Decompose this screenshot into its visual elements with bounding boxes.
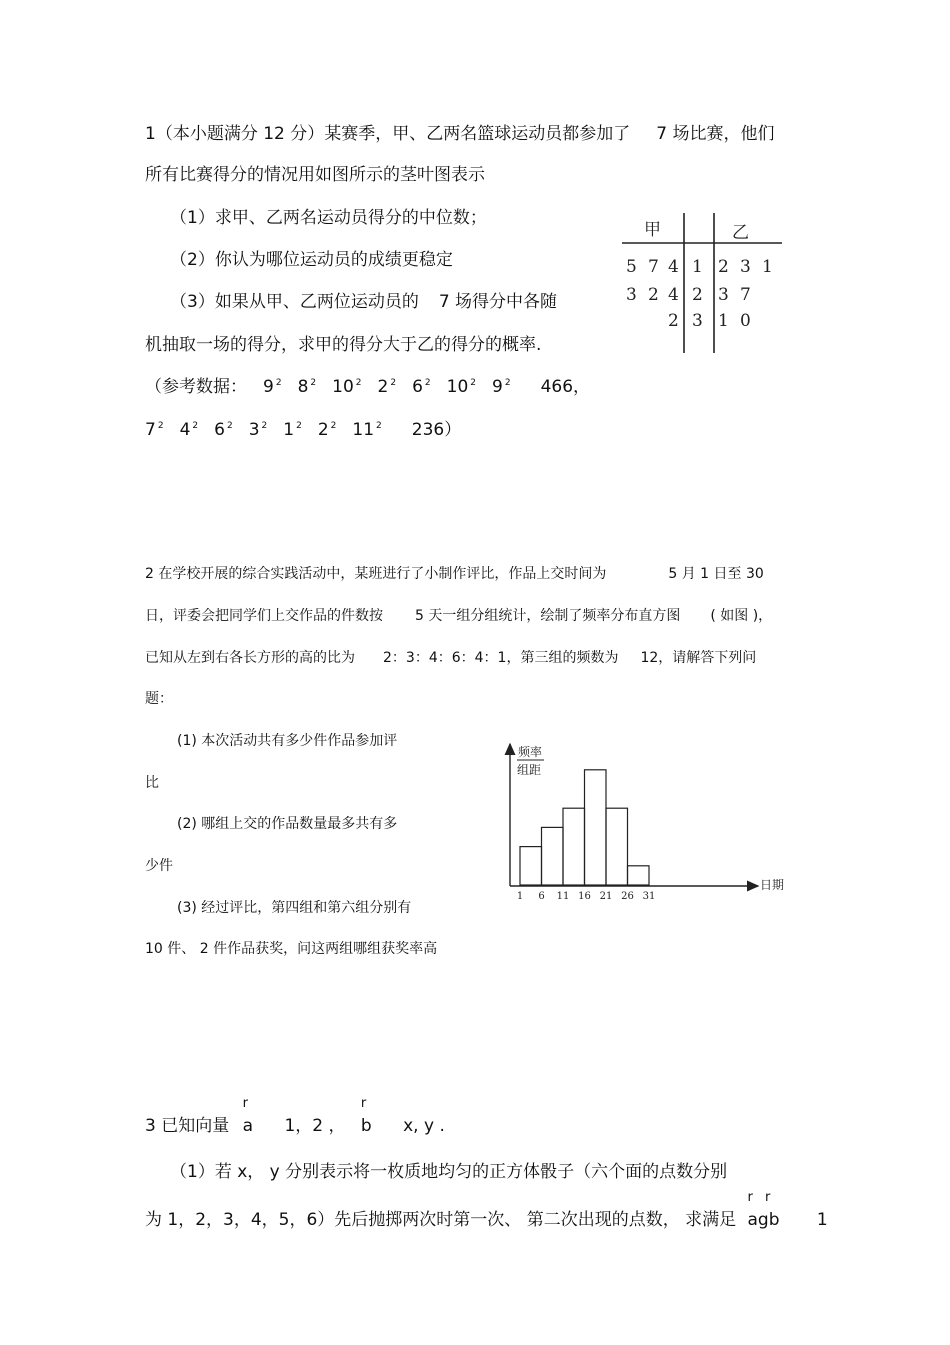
- q1-sub2: （2）你认为哪位运动员的成绩更稳定: [170, 250, 453, 270]
- x-tick-label: 26: [621, 891, 634, 902]
- power-term: [283, 420, 302, 440]
- y-label-top: 频率: [518, 745, 543, 759]
- stem-value: 1: [692, 257, 703, 277]
- jia-leaf: 5: [626, 257, 637, 277]
- q2-sub1-line2: 比: [145, 775, 159, 791]
- vector-b: r b: [360, 1096, 372, 1136]
- x-tick-label: 21: [599, 891, 613, 902]
- power-term: [378, 377, 397, 397]
- q1-sub3-line1: （3）如果从甲、乙两位运动员的 7 场得分中各随: [170, 292, 558, 312]
- histogram-ticks: [517, 891, 656, 902]
- q2-line2: 日，评委会把同学们上交作品的件数按 5 天一组分组统计，绘制了频率分布直方图 ( 如图 )，: [145, 608, 773, 624]
- q2-line3: 已知从左到右各长方形的高的比为 2：3：4：6：4：1，第三组的频数为 12，请解答下列问: [145, 650, 757, 666]
- power-exponent: 2: [424, 378, 431, 389]
- dot-product-arrows: r r: [747, 1190, 775, 1205]
- jia-leaf: 4: [668, 285, 679, 305]
- q1-sub1: （1）求甲、乙两名运动员得分的中位数；: [170, 208, 487, 228]
- power-exponent: 2: [310, 378, 317, 389]
- yi-leaf: 2: [718, 257, 729, 277]
- frequency-histogram: [460, 738, 790, 903]
- reference-values-row2: [145, 420, 398, 440]
- power-base: 4: [179, 420, 191, 440]
- jia-leaf: 2: [668, 311, 679, 331]
- q2-line4: 题：: [145, 691, 173, 707]
- dot-product-value: 1: [816, 1210, 828, 1230]
- yi-leaf: 3: [718, 285, 729, 305]
- power-exponent: 2: [226, 421, 233, 432]
- power-base: 2: [377, 377, 389, 397]
- y-label-bottom: 组距: [517, 763, 542, 777]
- power-base: 6: [412, 377, 423, 397]
- q2-sub1-line1: (1) 本次活动共有多少件作品参加评: [177, 733, 398, 749]
- power-exponent: 2: [470, 378, 476, 389]
- power-exponent: 2: [275, 378, 282, 389]
- power-exponent: 2: [390, 378, 397, 389]
- power-exponent: 2: [376, 421, 382, 432]
- power-term: [298, 377, 317, 397]
- power-base: 9: [492, 377, 503, 397]
- reference-values-row1: [263, 377, 527, 397]
- power-base: 2: [317, 420, 329, 440]
- vector-a-value: 1，2 ，: [284, 1116, 346, 1136]
- stem-value: 2: [692, 285, 703, 305]
- jia-leaf: 4: [668, 257, 679, 277]
- stem-leaf-figure: [614, 205, 796, 355]
- power-exponent: 2: [261, 421, 268, 432]
- x-tick-label: 16: [578, 891, 591, 902]
- q2-line1: 2 在学校开展的综合实践活动中，某班进行了小制作评比，作品上交时间为 5 月 1 日至 30: [145, 566, 764, 582]
- stem-leaf-header-jia: 甲: [644, 220, 661, 240]
- jia-leaf: 7: [648, 257, 659, 277]
- q2-sub3-line1: (3) 经过评比，第四组和第六组分别有: [177, 900, 412, 916]
- q2-sub2-line2: 少件: [145, 858, 173, 874]
- power-base: 1: [283, 420, 295, 440]
- power-base: 6: [214, 420, 225, 440]
- power-exponent: 2: [192, 421, 199, 432]
- jia-leaf: 3: [626, 285, 637, 305]
- yi-leaf: 1: [762, 257, 773, 277]
- power-term: [180, 420, 199, 440]
- power-term: [145, 420, 164, 440]
- histogram-bar: [563, 808, 585, 885]
- histogram-bar: [520, 847, 542, 885]
- power-base: 10: [446, 377, 469, 397]
- q1-line1: 1（本小题满分 12 分）某赛季，甲、乙两名篮球运动员都参加了 7 场比赛，他们: [145, 124, 775, 144]
- power-term: [332, 377, 361, 397]
- power-term: [412, 377, 431, 397]
- q1-reference-row2: 7 $^2$ 4 $^2$ 6 $^2$ 3 $^2$ 1 $^2$ 2 $^2$ 11 $^2$ 236）: [145, 420, 462, 440]
- histogram-bar: [542, 827, 564, 885]
- stem-value: 3: [692, 311, 703, 331]
- q3-sub1-line1: （1）若 x， y 分别表示将一枚质地均匀的正方体骰子（六个面的点数分别: [170, 1162, 728, 1182]
- q3-sub1-line2: 为 1，2，3，4，5，6）先后抛掷两次时第一次、 第二次出现的点数， 求满足 r r agb 1: [145, 1190, 828, 1230]
- q1-line2: 所有比赛得分的情况用如图所示的茎叶图表示: [145, 165, 485, 185]
- yi-leaf: 0: [740, 311, 751, 331]
- stem-leaf-header-yi: 乙: [732, 223, 749, 243]
- power-exponent: 2: [157, 421, 164, 432]
- x-tick-label: 1: [516, 891, 524, 902]
- q1-reference-row1: （参考数据： 9 $^2$ 8 $^2$ 10 $^2$ 2 $^2$ 6 $^2$ 10 $^2$ 9 $^2$ 466，: [145, 377, 591, 397]
- power-exponent: 2: [296, 421, 302, 432]
- power-term: [263, 377, 282, 397]
- power-term: [318, 420, 337, 440]
- q2-sub3-line2: 10 件、 2 件作品获奖，问这两组哪组获奖率高: [145, 941, 438, 957]
- x-tick-label: 31: [642, 891, 656, 902]
- power-exponent: 2: [355, 378, 362, 389]
- yi-leaf: 3: [740, 257, 751, 277]
- dot-product-expression: r r agb: [747, 1190, 780, 1230]
- histogram-bar: [606, 808, 628, 885]
- q2-sub2-line1: (2) 哪组上交的作品数量最多共有多: [177, 816, 398, 832]
- histogram-svg: [460, 738, 790, 903]
- histogram-bar: [585, 770, 607, 885]
- power-base: 3: [248, 420, 260, 440]
- power-base: 9: [263, 377, 274, 397]
- vector-b-value: x, y .: [403, 1116, 445, 1136]
- q1-sub3-line2: 机抽取一场的得分，求甲的得分大于乙的得分的概率.: [145, 335, 542, 355]
- vector-a: r a: [242, 1096, 254, 1136]
- histogram-bars: [520, 770, 649, 885]
- jia-leaf: 2: [648, 285, 659, 305]
- vector-a-arrow: r: [242, 1096, 248, 1111]
- power-exponent: 2: [504, 378, 511, 389]
- q3-line1: 3 已知向量 r a 1，2 ， r b x, y .: [145, 1096, 445, 1136]
- stem-leaf-lines: [614, 205, 796, 355]
- power-exponent: 2: [330, 421, 337, 432]
- power-base: 8: [297, 377, 309, 397]
- x-tick-label: 6: [538, 891, 545, 902]
- power-base: 10: [332, 377, 354, 397]
- yi-leaf: 1: [718, 311, 729, 331]
- yi-leaf: 7: [740, 285, 751, 305]
- power-base: 7: [145, 420, 156, 440]
- power-term: [249, 420, 268, 440]
- x-label: 日期: [760, 878, 785, 892]
- power-term: [352, 420, 381, 440]
- histogram-bar: [628, 866, 650, 885]
- power-base: 11: [352, 420, 375, 440]
- vector-b-arrow: r: [360, 1096, 367, 1111]
- power-term: [447, 377, 476, 397]
- power-term: [214, 420, 233, 440]
- x-tick-label: 11: [556, 891, 570, 902]
- power-term: [492, 377, 511, 397]
